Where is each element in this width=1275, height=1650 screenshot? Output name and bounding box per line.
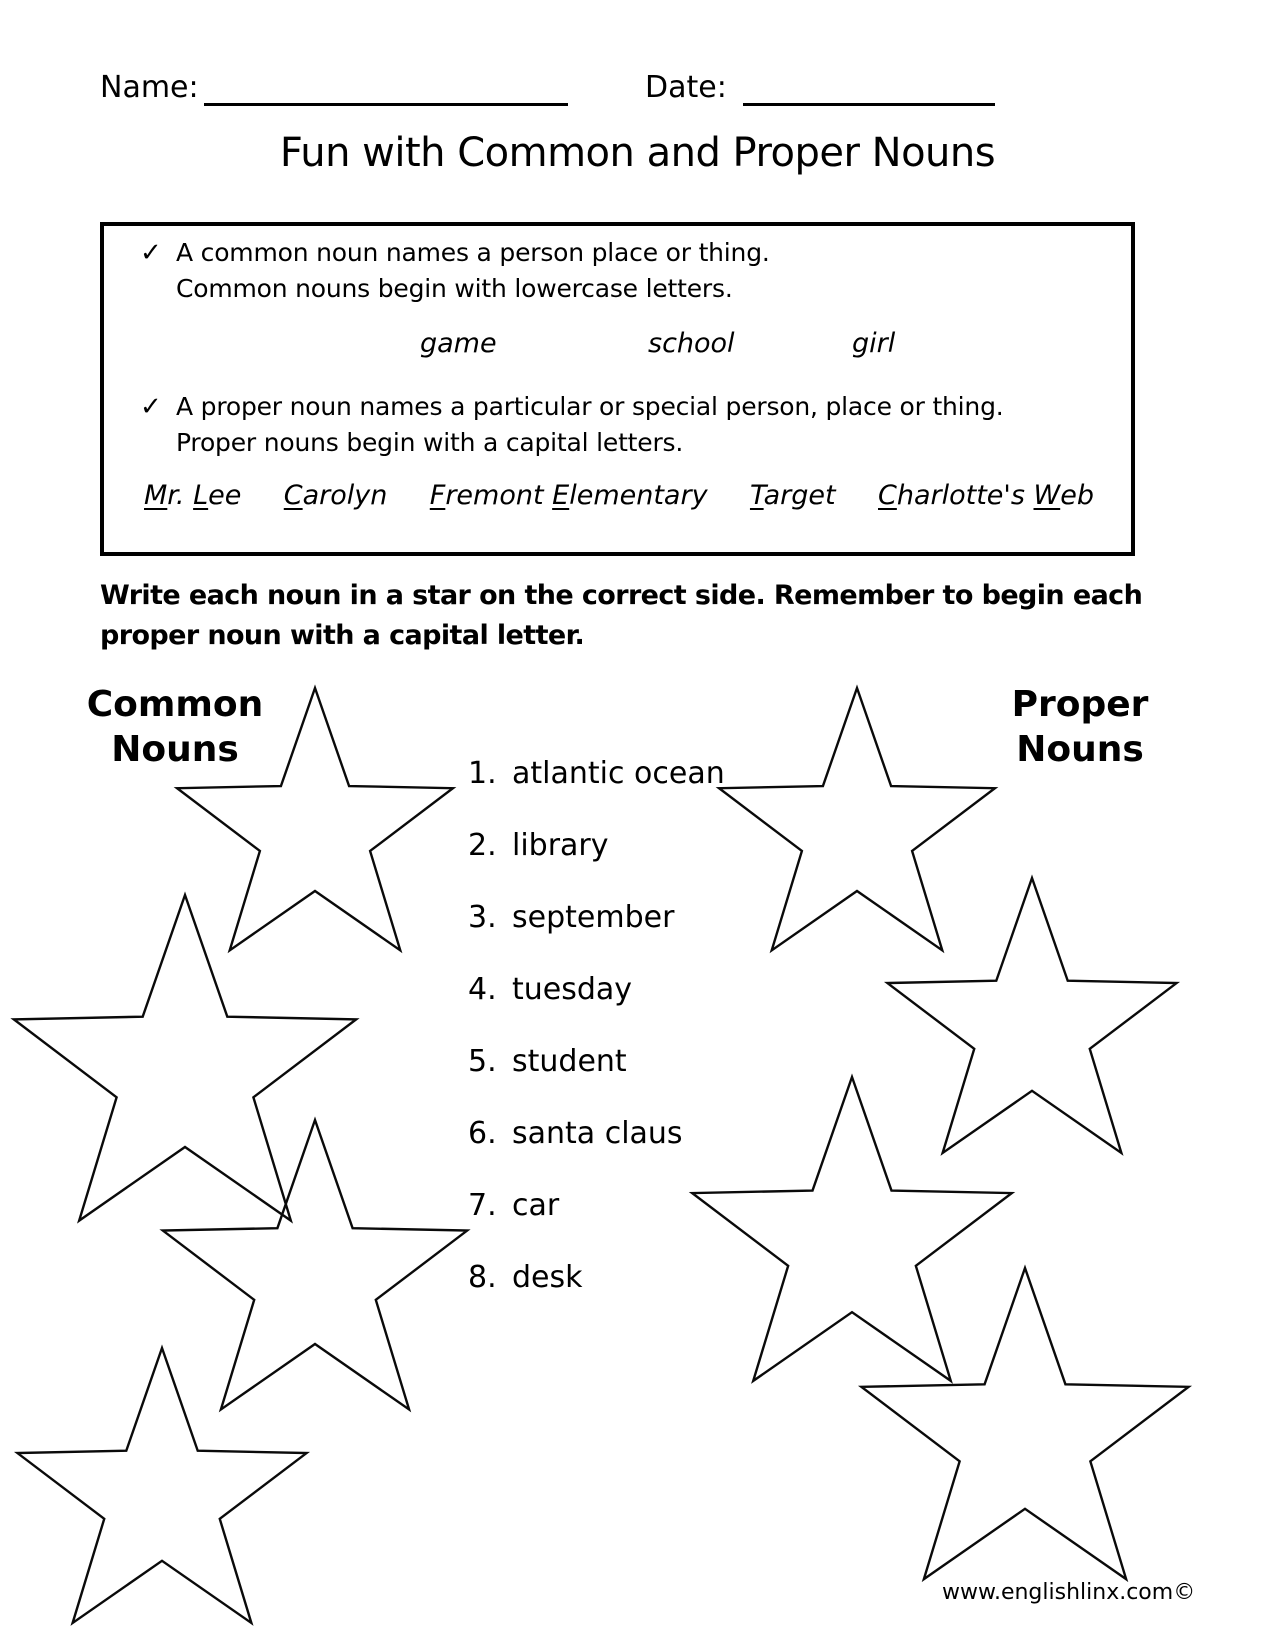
- proper-example-fremont-elementary: Fremont Elementary: [429, 480, 708, 511]
- name-label: Name:: [100, 70, 199, 105]
- list-item-text: tuesday: [512, 972, 633, 1007]
- list-item-text: santa claus: [512, 1116, 683, 1151]
- common-nouns-heading: [80, 682, 270, 772]
- list-item-text: student: [512, 1044, 627, 1079]
- rules-box: [100, 222, 1135, 556]
- list-item: [468, 1260, 725, 1332]
- common-heading-line2: Nouns: [111, 729, 239, 770]
- common-example-girl: girl: [852, 328, 896, 359]
- date-fill-line: [743, 103, 995, 106]
- list-item-text: car: [512, 1188, 560, 1223]
- check-icon: ✓: [140, 392, 162, 422]
- star-common-3: [163, 1120, 467, 1409]
- proper-heading-line1: Proper: [1011, 684, 1149, 725]
- common-example-game: game: [420, 328, 497, 359]
- footer-credit: www.englishlinx.com©: [942, 1580, 1196, 1605]
- list-item-text: library: [512, 828, 609, 863]
- check-icon: ✓: [140, 238, 162, 268]
- name-fill-line: [204, 103, 568, 106]
- proper-example-target: Target: [749, 480, 836, 511]
- list-item: [468, 828, 725, 900]
- list-item: [468, 1116, 725, 1188]
- proper-example-mr-lee: Mr. Lee: [144, 480, 242, 511]
- page-title: Fun with Common and Proper Nouns: [279, 130, 996, 176]
- proper-nouns-heading: [985, 682, 1175, 772]
- list-item-number: 7.: [468, 1188, 497, 1223]
- instructions-line2: proper noun with a capital letter.: [100, 620, 585, 651]
- list-item-number: 1.: [468, 756, 497, 791]
- proper-examples-row: [144, 480, 1094, 511]
- rule-proper-line1: A proper noun names a particular or special person, place or thing.: [176, 392, 1004, 421]
- list-item-number: 3.: [468, 900, 497, 935]
- proper-heading-line2: Nouns: [1016, 729, 1144, 770]
- rule-proper-line2: Proper nouns begin with a capital letters.: [176, 428, 684, 457]
- rule-common-line2: Common nouns begin with lowercase letters.: [176, 274, 733, 303]
- date-label: Date:: [645, 70, 727, 105]
- list-item-text: atlantic ocean: [512, 756, 725, 791]
- proper-example-charlottes-web: Charlotte's Web: [878, 480, 1094, 511]
- common-heading-line1: Common: [86, 684, 264, 725]
- list-item-number: 2.: [468, 828, 497, 863]
- star-proper-2: [887, 878, 1176, 1153]
- list-item-text: september: [512, 900, 675, 935]
- star-common-2: [14, 895, 356, 1221]
- common-example-school: school: [648, 328, 735, 359]
- list-item: [468, 1044, 725, 1116]
- instructions-line1: Write each noun in a star on the correct side. Remember to begin each: [100, 580, 1143, 611]
- star-proper-3: [692, 1077, 1012, 1381]
- list-item-number: 5.: [468, 1044, 497, 1079]
- list-item: [468, 972, 725, 1044]
- list-item-number: 8.: [468, 1260, 497, 1295]
- rule-common-line1: A common noun names a person place or thing.: [176, 238, 770, 267]
- list-item-number: 6.: [468, 1116, 497, 1151]
- star-proper-4: [861, 1268, 1188, 1579]
- star-common-4: [17, 1348, 306, 1623]
- list-item: [468, 756, 725, 828]
- noun-list: [468, 756, 725, 1332]
- list-item-text: desk: [512, 1260, 583, 1295]
- list-item-number: 4.: [468, 972, 497, 1007]
- list-item: [468, 900, 725, 972]
- proper-example-carolyn: Carolyn: [283, 480, 388, 511]
- star-proper-1: [719, 688, 995, 950]
- list-item: [468, 1188, 725, 1260]
